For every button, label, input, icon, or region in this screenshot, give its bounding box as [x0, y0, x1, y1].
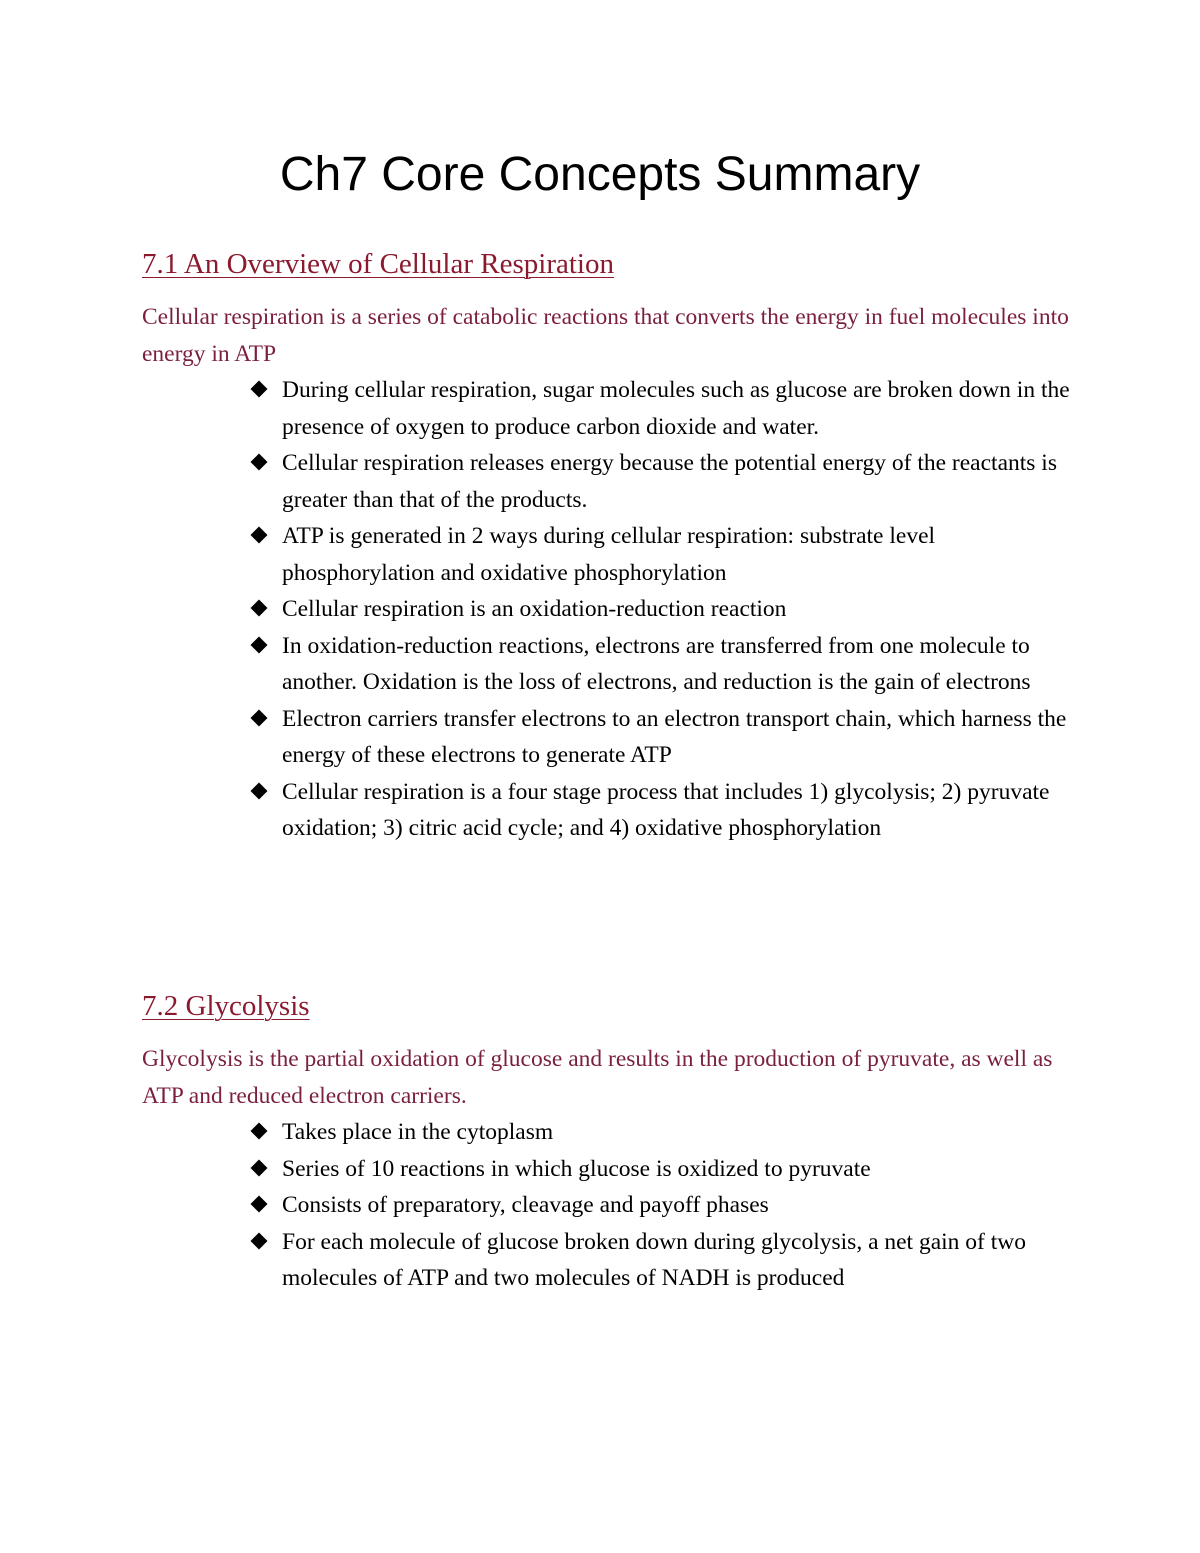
list-item-text: Takes place in the cytoplasm — [282, 1119, 554, 1145]
diamond-bullet-icon — [250, 518, 276, 555]
list-item-text: In oxidation-reduction reactions, electrons are transferred from one molecule to another. Oxidation is the loss of electrons, and reduction is the gain of electrons — [282, 632, 1031, 695]
list-item — [250, 518, 1077, 591]
bullet-list — [142, 1114, 1077, 1297]
section-heading: 7.2 Glycolysis — [142, 990, 310, 1022]
diamond-bullet-icon — [250, 445, 276, 482]
diamond-bullet-icon — [250, 774, 276, 811]
section-cellular-respiration-overview — [142, 243, 1077, 847]
list-item-text: Consists of preparatory, cleavage and payoff phases — [282, 1192, 769, 1218]
list-item — [250, 628, 1077, 701]
list-item-text: ATP is generated in 2 ways during cellular respiration: substrate level phosphorylation and oxidative phosphorylation — [282, 523, 936, 586]
section-summary: Glycolysis is the partial oxidation of glucose and results in the production of pyruvate, as well as ATP and reduced electron carriers. — [142, 1046, 1053, 1109]
document-title: Ch7 Core Concepts Summary — [279, 148, 921, 201]
list-item-text: Cellular respiration is an oxidation-reduction reaction — [282, 596, 787, 622]
list-item — [250, 372, 1077, 445]
list-item — [250, 591, 1077, 628]
diamond-bullet-icon — [250, 1114, 276, 1151]
diamond-bullet-icon — [250, 372, 276, 409]
list-item — [250, 1151, 1077, 1188]
diamond-bullet-icon — [250, 1224, 276, 1261]
list-item — [250, 1224, 1077, 1297]
section-heading: 7.1 An Overview of Cellular Respiration — [142, 248, 614, 280]
list-item-text: During cellular respiration, sugar molecules such as glucose are broken down in the presence of oxygen to produce carbon dioxide and water. — [282, 377, 1070, 440]
list-item — [250, 1114, 1077, 1151]
diamond-bullet-icon — [250, 1187, 276, 1224]
list-item-text: Series of 10 reactions in which glucose is oxidized to pyruvate — [282, 1155, 871, 1182]
list-item-text: Cellular respiration releases energy because the potential energy of the reactants is greater than that of the products. — [282, 450, 1057, 513]
diamond-bullet-icon — [250, 628, 276, 665]
diamond-bullet-icon — [250, 1151, 276, 1188]
diamond-bullet-icon — [250, 591, 276, 628]
list-item-text: Electron carriers transfer electrons to an electron transport chain, which harness the energy of these electrons to generate ATP — [282, 705, 1067, 768]
list-item-text: Cellular respiration is a four stage process that includes 1) glycolysis; 2) pyruvate oxidation; 3) citric acid cycle; and 4) oxidative phosphorylation — [282, 778, 1050, 841]
list-item — [250, 701, 1077, 774]
list-item — [250, 1187, 1077, 1224]
list-item — [250, 774, 1077, 847]
diamond-bullet-icon — [250, 701, 276, 738]
list-item — [250, 445, 1077, 518]
section-summary: Cellular respiration is a series of catabolic reactions that converts the energy in fuel molecules into energy in ATP — [142, 304, 1069, 367]
section-glycolysis — [142, 985, 1077, 1297]
list-item-text: For each molecule of glucose broken down during glycolysis, a net gain of two molecules of ATP and two molecules of NADH is produced — [282, 1228, 1026, 1291]
bullet-list — [142, 372, 1077, 847]
